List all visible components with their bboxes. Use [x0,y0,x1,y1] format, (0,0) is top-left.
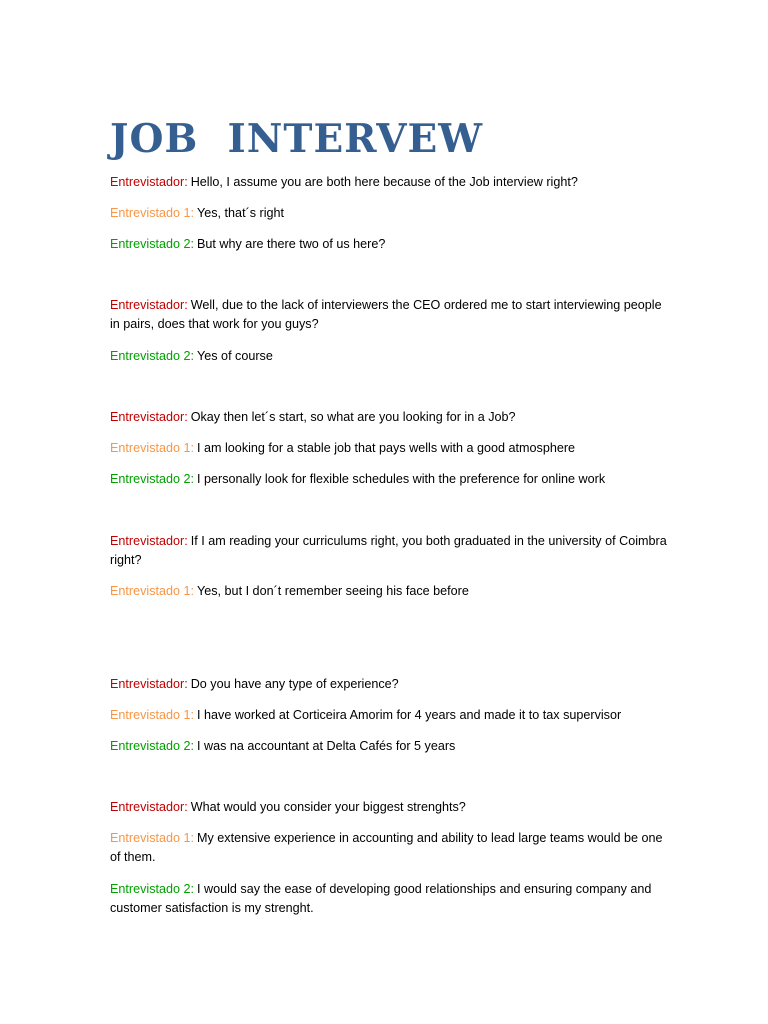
speaker-label: Entrevistador: [110,298,188,312]
dialogue-line [110,532,670,570]
line-text: I would say the ease of developing good relationships and ensuring company and customer satisfaction is my strenght. [110,882,652,915]
dialogue-line [110,235,670,254]
line-text: Yes of course [197,349,273,363]
speaker-label: Entrevistado 2: [110,882,195,896]
speaker-label: Entrevistado 1: [110,831,195,845]
speaker-label: Entrevistado 1: [110,708,195,722]
line-text: What would you consider your biggest strenghts? [190,800,466,814]
dialogue-line [110,204,670,223]
dialogue-line [110,706,670,725]
speaker-label: Entrevistado 2: [110,739,195,753]
line-text: My extensive experience in accounting and ability to lead large teams would be one of them. [110,831,663,864]
speaker-label: Entrevistado 1: [110,206,195,220]
dialogue-line [110,347,670,366]
line-text: Well, due to the lack of interviewers the CEO ordered me to start interviewing people in pairs, does that work for you guys? [110,298,662,331]
dialogue-line [110,582,670,601]
line-text: I am looking for a stable job that pays wells with a good atmosphere [197,441,576,455]
dialogue-line [110,880,670,918]
page-title: JOB INTERVEW [110,116,483,162]
dialogue-line [110,829,670,867]
speaker-label: Entrevistador: [110,677,188,691]
dialogue-line [110,798,670,817]
line-text: Do you have any type of experience? [190,677,399,691]
speaker-label: Entrevistado 1: [110,584,195,598]
dialogue-line [110,173,670,192]
speaker-label: Entrevistado 2: [110,472,195,486]
speaker-label: Entrevistador: [110,175,188,189]
speaker-label: Entrevistado 1: [110,441,195,455]
dialogue-line [110,439,670,458]
line-text: I have worked at Corticeira Amorim for 4 years and made it to tax supervisor [197,708,622,722]
line-text: Okay then let´s start, so what are you looking for in a Job? [190,410,516,424]
line-text: Yes, that´s right [197,206,285,220]
dialogue-line [110,408,670,427]
line-text: If I am reading your curriculums right, you both graduated in the university of Coimbra right? [110,534,667,567]
dialogue-line [110,470,670,489]
speaker-label: Entrevistador: [110,534,188,548]
speaker-label: Entrevistador: [110,800,188,814]
speaker-label: Entrevistador: [110,410,188,424]
line-text: Yes, but I don´t remember seeing his face before [197,584,469,598]
speaker-label: Entrevistado 2: [110,237,195,251]
dialogue-line [110,675,670,694]
dialogue-line [110,296,670,334]
line-text: But why are there two of us here? [197,237,386,251]
line-text: I personally look for flexible schedules with the preference for online work [197,472,606,486]
dialogue-line [110,737,670,756]
line-text: I was na accountant at Delta Cafés for 5 years [197,739,456,753]
line-text: Hello, I assume you are both here because of the Job interview right? [190,175,578,189]
speaker-label: Entrevistado 2: [110,349,195,363]
